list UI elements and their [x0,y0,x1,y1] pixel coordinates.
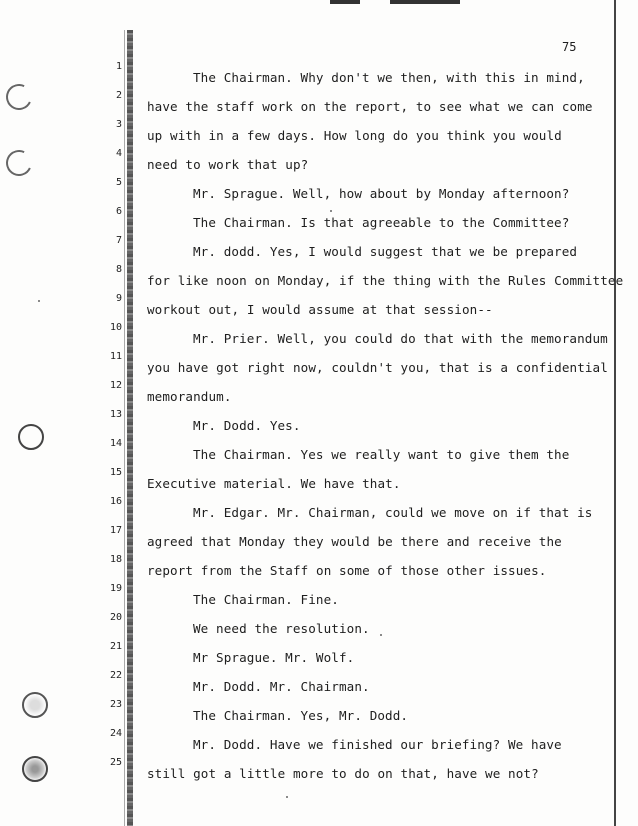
line-number: 25 [109,757,122,768]
speck [286,796,288,798]
transcript-line: The Chairman. Fine. [193,592,339,607]
transcript-line: Mr. Edgar. Mr. Chairman, could we move on if that is [193,505,593,520]
line-number: 18 [109,554,122,565]
line-number: 24 [109,728,122,739]
transcript-line: up with in a few days. How long do you think you would [147,128,562,143]
line-number: 8 [115,264,122,275]
line-number: 6 [115,206,122,217]
margin-rule-thin [124,30,125,826]
transcript-line: The Chairman. Yes we really want to give them the [193,447,570,462]
line-number: 17 [109,525,122,536]
line-number: 2 [115,90,122,101]
line-number: 10 [109,322,122,333]
transcript-line: Mr. Dodd. Mr. Chairman. [193,679,370,694]
transcript-line: still got a little more to do on that, have we not? [147,766,539,781]
line-number: 1 [115,61,122,72]
transcript-line: you have got right now, couldn't you, that is a confidential [147,360,608,375]
line-number: 5 [115,177,122,188]
transcript-line: The Chairman. Yes, Mr. Dodd. [193,708,409,723]
transcript-line: Executive material. We have that. [147,476,401,491]
line-number: 21 [109,641,122,652]
top-mark [390,0,460,4]
line-number: 22 [109,670,122,681]
line-number: 12 [109,380,122,391]
speck [380,634,382,636]
line-number: 23 [109,699,122,710]
transcript-line: Mr. Dodd. Have we finished our briefing? We have [193,737,562,752]
left-margin-rule [127,30,133,826]
line-number: 7 [115,235,122,246]
line-number: 16 [109,496,122,507]
line-number: 3 [115,119,122,130]
binder-hole [22,692,48,718]
speck [330,210,332,212]
transcript-line: report from the Staff on some of those other issues. [147,563,547,578]
line-number: 13 [109,409,122,420]
page-number: 75 [562,40,577,54]
transcript-line: for like noon on Monday, if the thing with the Rules Committee [147,273,624,288]
speck [38,300,40,302]
transcript-line: Mr Sprague. Mr. Wolf. [193,650,355,665]
binder-hole [22,756,48,782]
transcript-line: need to work that up? [147,157,309,172]
transcript-line: The Chairman. Is that agreeable to the Committee? [193,215,570,230]
line-number: 11 [109,351,122,362]
line-number: 9 [115,293,122,304]
top-edge-marks [330,0,470,6]
line-number: 19 [109,583,122,594]
line-number: 4 [115,148,122,159]
transcript-line: Mr. dodd. Yes, I would suggest that we be prepared [193,244,578,259]
transcript-line: workout out, I would assume at that session-- [147,302,493,317]
transcript-line: Mr. Prier. Well, you could do that with the memorandum [193,331,608,346]
binder-hole [18,424,44,450]
right-margin-rule [614,0,616,826]
line-number: 15 [109,467,122,478]
transcript-line: agreed that Monday they would be there and receive the [147,534,562,549]
transcript-line: have the staff work on the report, to see what we can come [147,99,593,114]
transcript-line: Mr. Sprague. Well, how about by Monday afternoon? [193,186,570,201]
top-mark [330,0,360,4]
transcript-line: memorandum. [147,389,232,404]
transcript-line: Mr. Dodd. Yes. [193,418,301,433]
line-number: 20 [109,612,122,623]
transcript-line: The Chairman. Why don't we then, with this in mind, [193,70,585,85]
line-number: 14 [109,438,122,449]
transcript-line: We need the resolution. [193,621,370,636]
